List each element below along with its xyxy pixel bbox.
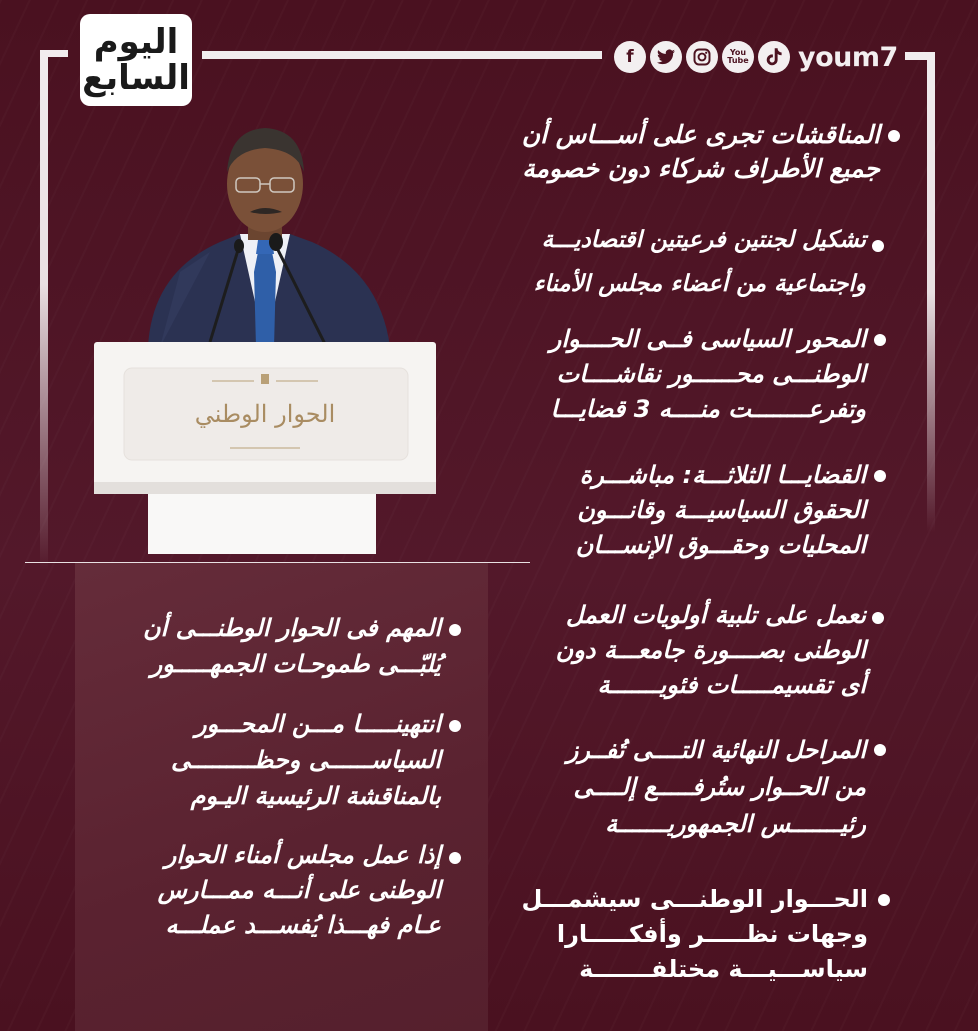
facebook-icon[interactable]: f (614, 41, 646, 73)
bullet-dot-icon (874, 470, 886, 482)
youm7-logo[interactable] (80, 14, 192, 106)
bullet-line: الحقوق السياسيـــة وقانـــون (577, 496, 866, 524)
bullet-item (158, 838, 441, 943)
bullet-line: عـام فهـــذا يُفســـد عملـــه (165, 911, 441, 939)
bullet-line: المناقشات تجرى على أســـاس أن (521, 120, 880, 149)
bullet-dot-icon (872, 612, 884, 624)
bullet-item (143, 610, 441, 682)
bullet-line: المحور السياسى فــى الحــــوار (549, 325, 866, 353)
bullet-line: الوطنى بصــــورة جامعـــة دون (555, 636, 866, 664)
bullet-dot-icon (449, 852, 461, 864)
bullet-line: الحـــوار الوطنـــى سيشمـــل (521, 885, 868, 913)
bullet-item (522, 118, 880, 186)
logo-line-1: اليوم (93, 22, 179, 62)
bullet-line: وجهات نظـــــر وأفكـــــارا (556, 920, 868, 948)
bullet-dot-icon (449, 624, 461, 636)
frame-top-border (202, 51, 602, 59)
section-separator (25, 562, 530, 563)
bullet-item (522, 882, 868, 987)
bullet-line: واجتماعية من أعضاء مجلس الأمناء (533, 271, 866, 297)
youtube-icon[interactable] (722, 41, 754, 73)
bullet-item (534, 218, 866, 306)
frame-left-border (40, 50, 48, 570)
bullet-dot-icon (449, 720, 461, 732)
tiktok-icon[interactable] (758, 41, 790, 73)
bullet-dot-icon (888, 130, 900, 142)
logo-line-2: السابع (82, 58, 190, 98)
bullet-line: انتهينـــــا مـــن المحـــور (195, 710, 441, 738)
bullet-line: القضايـــا الثلاثـــة: مباشـــرة (579, 461, 866, 489)
bullet-line: الوطنـــى محــــــور نقاشــــات (556, 360, 866, 388)
bullet-line: إذا عمل مجلس أمناء الحوار (164, 841, 441, 869)
podium-caption: الحوار الوطني (194, 400, 336, 428)
bullet-line: المراحل النهائية التــــى تُفــرز (566, 736, 866, 764)
bullet-item (567, 732, 866, 843)
bullet-line: الوطنى على أنـــه ممـــارس (157, 876, 441, 904)
bullet-line: سياســـيـــة مختلفـــــــة (579, 955, 868, 983)
bullet-line: المحليات وحقـــوق الإنســـان (575, 531, 866, 559)
frame-top-left-border (40, 50, 68, 57)
youtube-icon-bottom: Tube (727, 56, 749, 65)
bullet-item (556, 598, 866, 703)
bullet-item (171, 706, 441, 814)
bullet-line: يُلبّـــى طموحـات الجمهـــــور (150, 650, 441, 678)
bullet-line: أى تقسيمـــــات فئويـــــــة (597, 671, 866, 699)
instagram-icon[interactable] (686, 41, 718, 73)
bullet-line: السياســــــى وحظـــــــــى (171, 746, 441, 774)
bullet-line: بالمناقشة الرئيسية اليـوم (190, 782, 441, 810)
frame-right-border (927, 52, 935, 532)
bullet-dot-icon (874, 334, 886, 346)
bullet-line: من الحــوار ستُرفـــــع إلــــى (573, 773, 866, 801)
youtube-icon-top: You (729, 48, 747, 57)
bullet-dot-icon (878, 894, 890, 906)
twitter-icon[interactable] (650, 41, 682, 73)
social-bar (614, 40, 898, 74)
bullet-item (550, 322, 866, 427)
speaker-photo (90, 122, 440, 554)
bullet-line: جميع الأطراف شركاء دون خصومة (522, 154, 880, 183)
bullet-line: رئيـــــــس الجمهوريـــــــة (605, 810, 866, 838)
bullet-item (576, 458, 866, 563)
bullet-line: تشكيل لجنتين فرعيتين اقتصاديـــة (541, 227, 866, 253)
bullet-line: وتفرعــــــــت منــــه 3 قضايـــا (550, 395, 866, 423)
bullet-line: نعمل على تلبية أولويات العمل (565, 601, 866, 629)
bullet-dot-icon (872, 240, 884, 252)
bullet-dot-icon (874, 744, 886, 756)
bullet-line: المهم فى الحوار الوطنـــى أن (142, 614, 441, 642)
youm7-handle[interactable]: youm7 (798, 41, 898, 73)
